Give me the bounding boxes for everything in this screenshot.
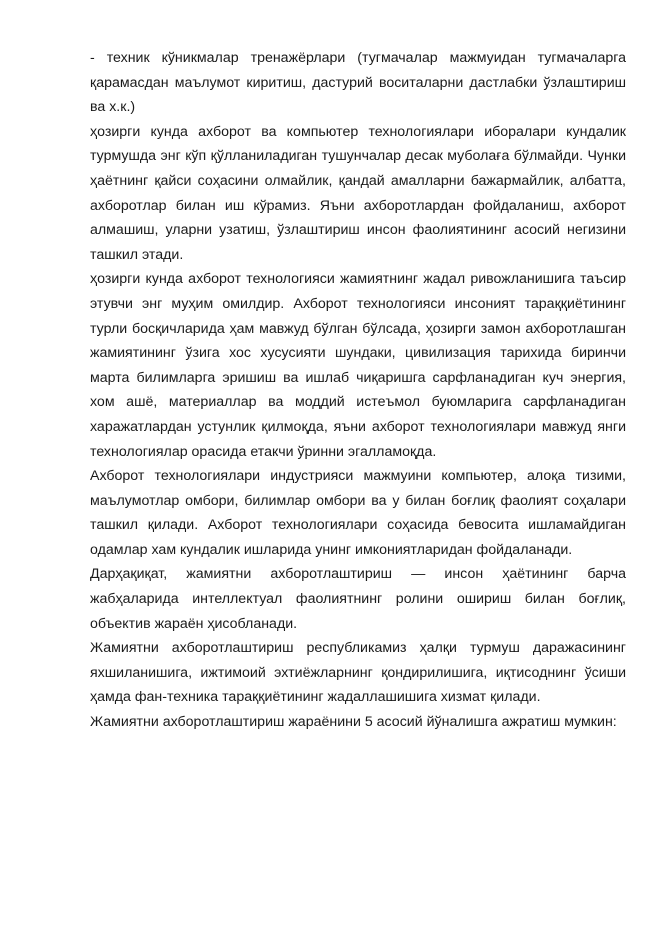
paragraph-5: Дарҳақиқат, жамиятни ахборотлаштириш — инсон ҳаётининг барча жабҳаларида интеллектуал фаолиятнинг ролини ошириш билан боғлиқ, объектив жараён ҳисобланади. [90, 566, 626, 632]
paragraph-1: - техник кўникмалар тренажёрлари (тугмачалар мажмуидан тугмачаларга қарамасдан маълумот киритиш, дастурий воситаларни дастлабки ўзлаштириш ва х.к.) [90, 50, 626, 116]
paragraph-2: ҳозирги кунда ахборот ва компьютер технологиялари иборалари кундалик турмушда энг кўп қўлланиладиган тушунчалар десак муболағa бўлмайди. Чунки ҳаётнинг қайси соҳасини олмайлик, қандай амалларни бажармайлик, албатта, ахборотлар билан иш кўрамиз. Яъни ахборотлардан фойдаланиш, ахборот алмашиш, уларни узатиш, ўзлаштириш инсон фаолиятининг асосий негизини ташкил этади. [90, 123, 626, 263]
paragraph-3: ҳозирги кунда ахборот технологияси жамиятнинг жадал ривожланишига таъсир этувчи энг муҳим омилдир. Ахборот технологияси инсоният тараққиётининг турли босқичларида ҳам мавжуд бўлган бўлсада, ҳозирги замон ахборотлашган жамиятининг ўзига хос хусусияти шундаки, цивилизация тарихида биринчи марта билимларга эришиш ва ишлаб чиқаришга сарфланадиган куч энергия, хом ашё, материаллар ва моддий истеъмол буюмларига сарфланадиган харажатлардан устунлик қилмоқда, яъни ахборот технологиялари мавжуд янги технологиялар орасида етакчи ўринни эгалламоқда. [90, 271, 626, 460]
document-body [90, 46, 626, 735]
paragraph-4: Ахборот технологиялари индустрияси мажмуини компьютер, алоқа тизими, маълумотлар омбори, билимлар омбори ва у билан боғлиқ фаолият соҳалари ташкил қилади. Ахборот технологиялари соҳасида бевосита ишламайдиган одамлар хам кундалик ишларида унинг имкониятларидан фойдаланади. [90, 468, 626, 558]
paragraph-7: Жамиятни ахборотлаштириш жараёнини 5 асосий йўналишга ажратиш мумкин: [90, 714, 617, 731]
paragraph-6: Жамиятни ахборотлаштириш республикамиз ҳалқи турмуш даражасининг яхшиланишига, ижтимоий эхтиёжларнинг қондирилишига, иқтисоднинг ўсиши ҳамда фан-техника тараққиётининг жадаллашишига хизмат қилади. [90, 640, 626, 706]
